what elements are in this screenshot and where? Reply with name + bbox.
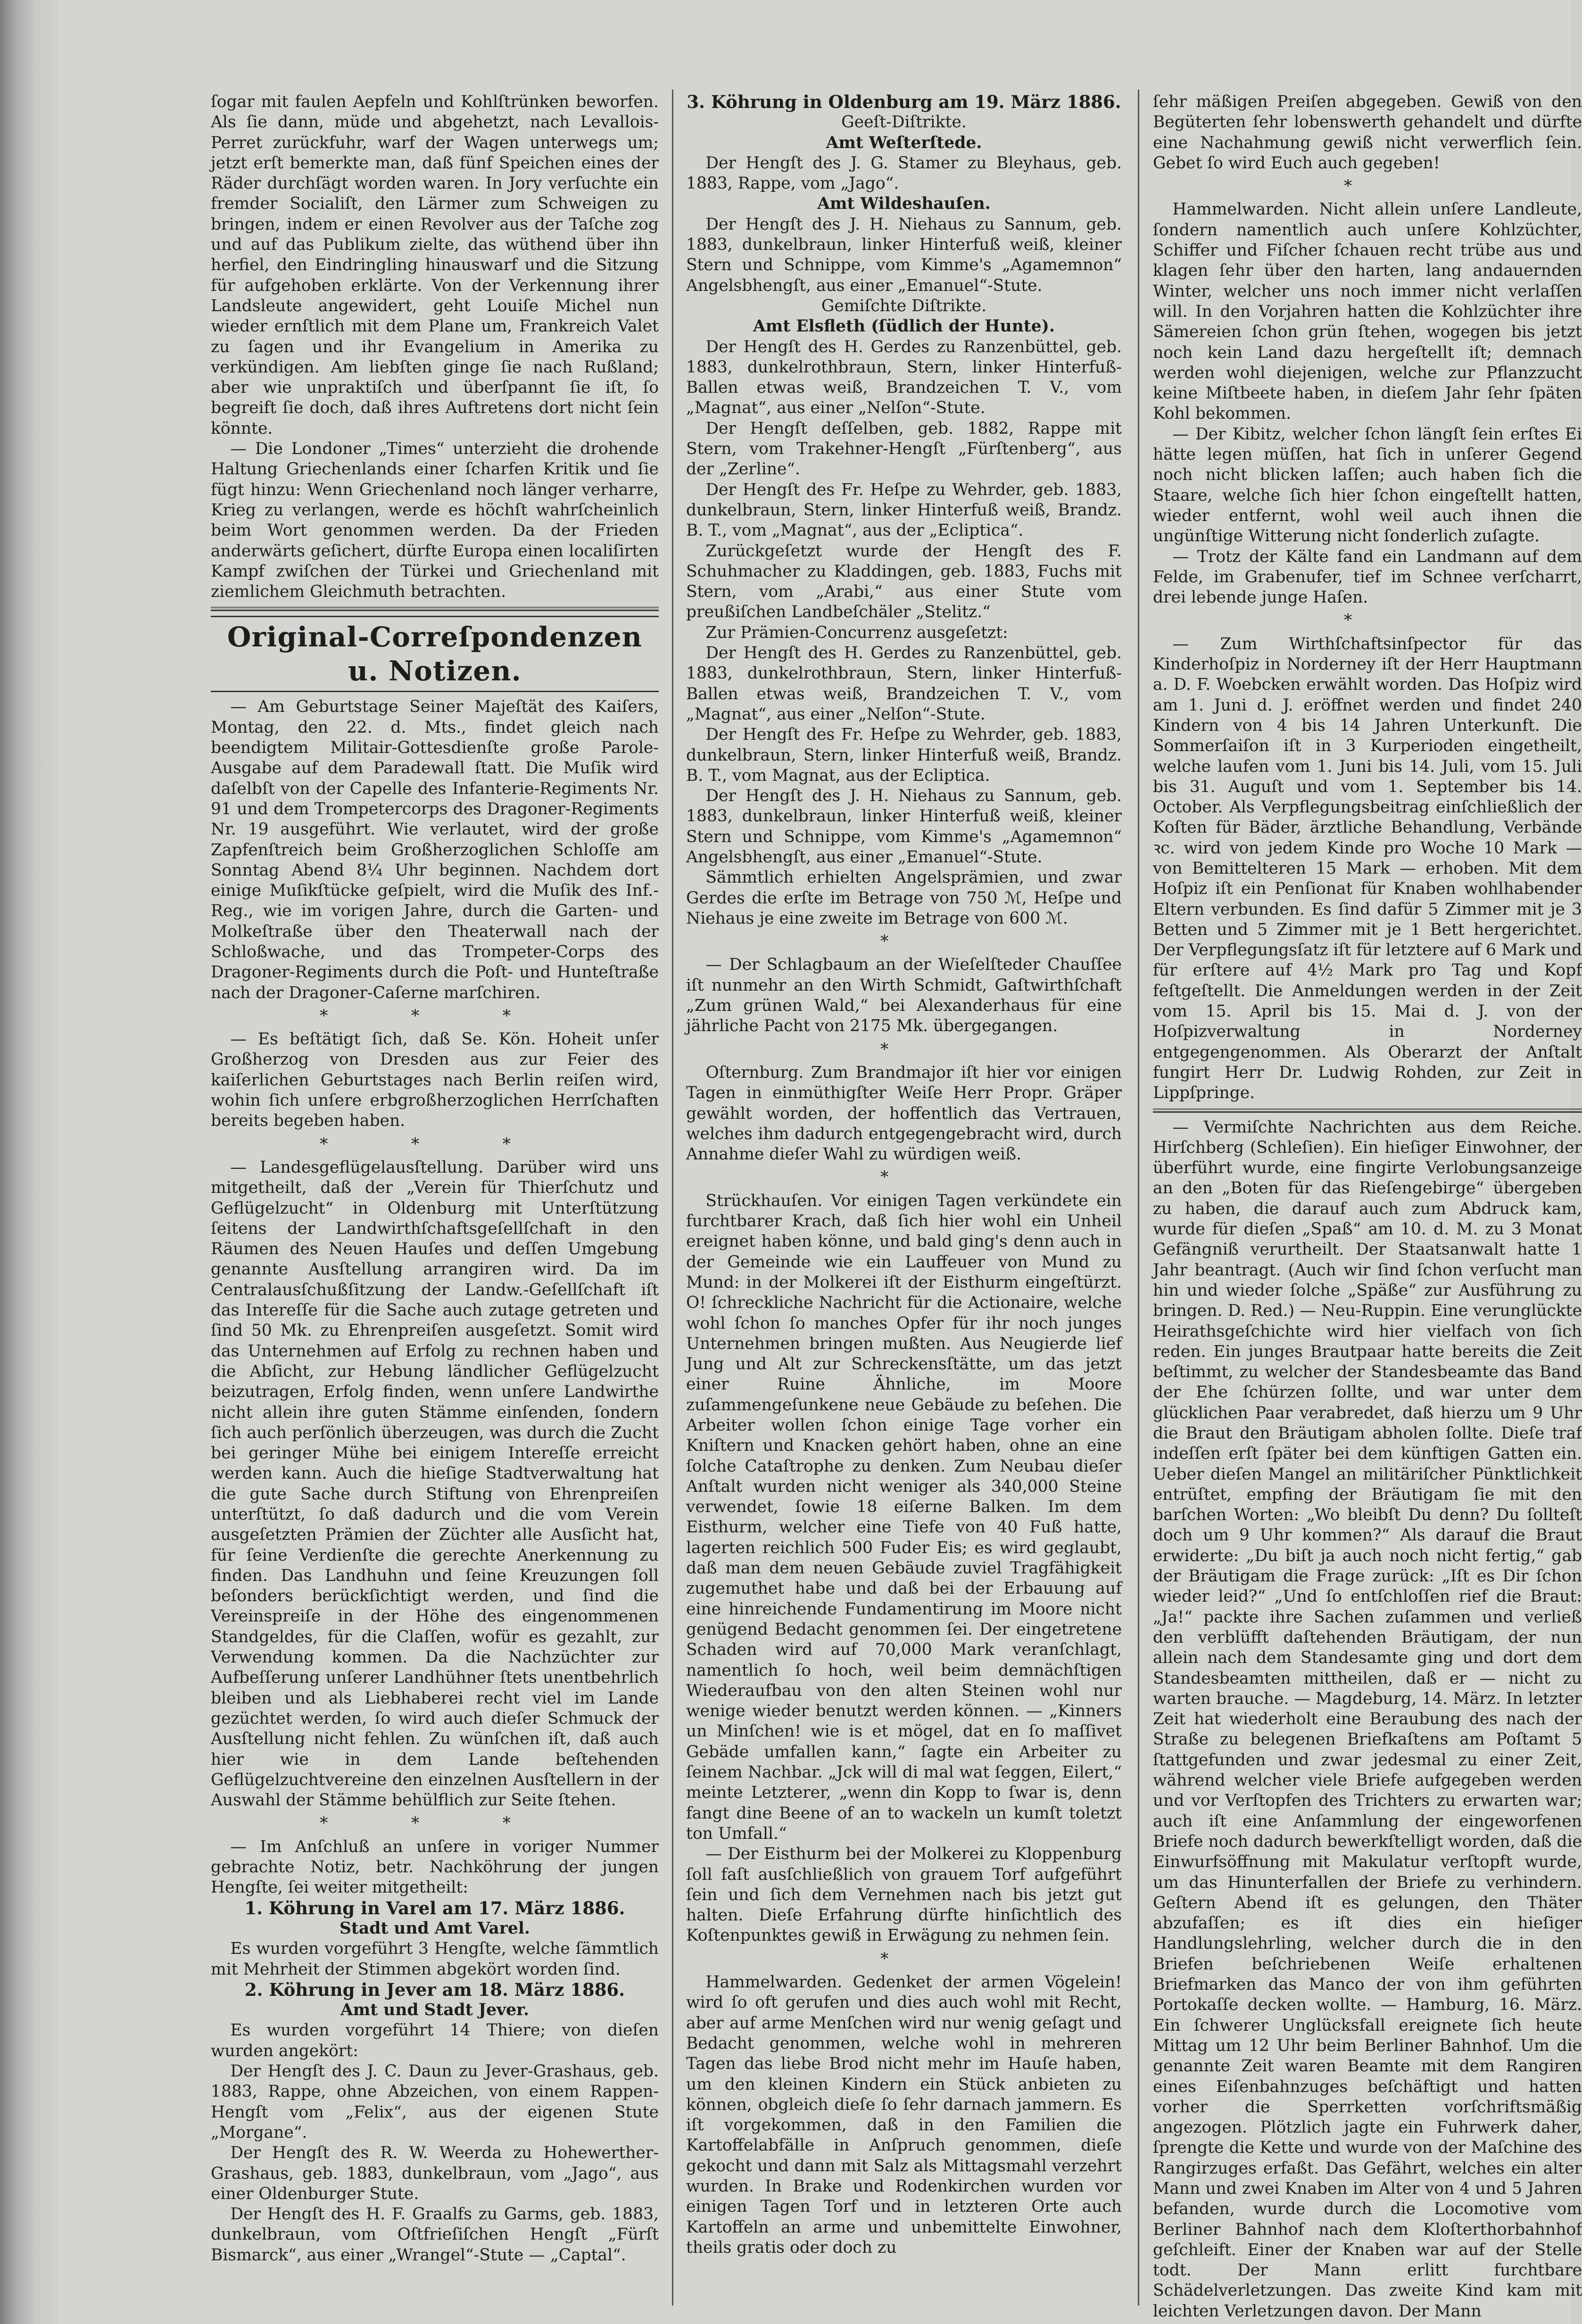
paragraph: Der Hengſt des H. F. Graalfs zu Garms, geb. 1883, dunkelbraun, vom Oſtfrieſiſchen Hengſt „Fürſt Bismarck“, aus einer „Wrangel“-Stute — „Captal“. [211, 2205, 659, 2265]
paragraph: Hammelwarden. Gedenket der armen Vögelein! wird ſo oft gerufen und dies auch wohl mit Recht, aber auf arme Menſchen wird nur wenig geſagt und Bedacht genommen, welche wohl in mehreren Tagen das liebe Brod nicht mehr im Hauſe haben, um den kleinen Kindern ein Stück anbieten zu können, obgleich dieſe ſo ſehr darnach jammern. Es iſt vorgekommen, daß in den Familien die Kartoffelabfälle in Anſpruch genommen, dieſe gekocht und dann mit Salz als Mittagsmahl verzehrt wurden. In Brake und Rodenkirchen wurden vor einigen Tagen Torf und in letzteren Orte auch Kartoffeln an arme und unbemittelte Einwohner, theils gratis oder doch zu [686, 1973, 1122, 2257]
section-heading: 1. Köhrung in Varel am 17. März 1886. [244, 1897, 625, 1919]
subheading: Amt Elsfleth (ſüdlich der Hunte). [753, 317, 1055, 336]
paragraph: ſogar mit faulen Aepfeln und Kohlſtrünken beworfen. Als ſie dann, müde und abgehetzt, nach Levallois-Perret zurückfuhr, warf der Wagen unterwegs um; jetzt erſt bemerkte man, daß fünf Speichen eines der Räder durchſägt worden waren. In Jory verſuchte ein fremder Socialiſt, den Lärmer zum Schweigen zu bringen, indem er einen Revolver aus der Taſche zog und auf das Publikum zielte, das wüthend über ihn herfiel, den Eindringling hinauswarf und die Sitzung für aufgehoben erklärte. Von der Verkennung ihrer Landsleute angewidert, geht Louiſe Michel nun wieder ernſtlich mit dem Plane um, Frankreich Valet zu ſagen und ihr Evangelium in Amerika zu verkündigen. Am liebſten ginge ſie nach Rußland; aber wie unpraktiſch und überſpannt ſie iſt, ſo begreift ſie doch, daß ihres Auftretens dort nicht ſein könnte. [211, 92, 659, 438]
column-middle [686, 92, 1122, 2308]
separator-stars: * * * [320, 1006, 550, 1026]
paragraph: Hammelwarden. Nicht allein unſere Landleute, ſondern namentlich auch unſere Kohlzüchter, Schiffer und Fiſcher ſchauen recht trübe aus und klagen ſehr über den harten, lang andauernden Winter, welcher uns noch immer nicht verlaſſen will. In den Vorjahren hatten die Kohlzüchter ihre Sämereien ſchon grün ſtehen, wogegen bis jetzt noch kein Land dazu hergeſtellt iſt; demnach werden wohl diejenigen, welche zur Pflanzzucht keine Miſtbeete haben, in dieſem Jahr ſehr ſpäten Kohl bekommen. [1153, 200, 1582, 423]
paragraph: Strückhauſen. Vor einigen Tagen verkündete ein furchtbarer Krach, daß ſich hier wohl ein Unheil ereignet haben könne, und bald ging's denn auch in der Gemeinde wie ein Lauffeuer von Mund zu Mund: in der Molkerei iſt der Eisthurm eingeſtürzt. O! ſchreckliche Nachricht für die Actionaire, welche wohl ſchon ſo manches Opfer für ihr noch junges Unternehmen bringen mußten. Aus Neugierde lief Jung und Alt zur Schreckensſtätte, um das jetzt einer Ruine Ähnliche, im Moore zuſammengeſunkene neue Gebäude zu beſehen. Die Arbeiter wollen ſchon einige Tage vorher ein Kniſtern und Knacken gehört haben, ohne an eine ſolche Cataſtrophe zu denken. Zum Neubau dieſer Anſtalt wurden nicht weniger als 340,000 Steine verwendet, ſowie 18 eiſerne Balken. Im dem Eisthurm, welcher eine Tiefe von 40 Fuß hatte, lagerten reichlich 500 Fuder Eis; es wird geglaubt, daß man dem neuen Gebäude zuviel Tragfähigkeit zugemuthet habe und daß bei der Erbauung auf eine hinreichende Fundamentirung im Moore nicht genügend Bedacht genommen ſei. Der eingetretene Schaden wird auf 70,000 Mark veranſchlagt, namentlich ſo hoch, weil beim demnächſtigen Wiederaufbau von den alten Steinen wohl nur wenige wieder benutzt werden können. — „Kinners un Minſchen! wie is et mögel, dat en ſo maſſivet Gebäde umfallen kann,“ ſagte ein Arbeiter zu ſeinem Nachbar. „Jck will di mal wat ſeggen, Eilert,“ meinte Letzterer, „wenn din Kopp to ſwar is, denn fangt dine Beene of an to wackeln un kumſt toletzt ton Umfall.“ [686, 1191, 1122, 1843]
column-right [1153, 92, 1582, 2321]
paragraph: Oſternburg. Zum Brandmajor iſt hier vor einigen Tagen in einmüthigſter Weiſe Herr Propr. Gräper gewählt worden, der hoffentlich das Vertrauen, welches ihm dadurch entgegengebracht wird, durch Annahme dieſer Wahl zu würdigen weiß. [686, 1063, 1122, 1164]
section-rule [1153, 1108, 1582, 1113]
subheading: Amt Weſterſtede. [826, 133, 982, 152]
paragraph: Es wurden vorgeführt 3 Hengſte, welche ſämmtlich mit Mehrheit der Stimmen abgekört worden ſind. [211, 1939, 659, 1979]
section-heading: 2. Köhrung in Jever am 18. März 1886. [244, 1979, 625, 2000]
newspaper-page [59, 0, 1582, 2324]
paragraph: — Der Eisthurm bei der Molkerei zu Kloppenburg ſoll faſt ausſchließlich von grauem Torf aufgeführt ſein und ſich dem Vernehmen nach bis jetzt gut halten. Dieſe Erfahrung dürfte hinſichtlich des Koſtenpunktes gewiß in Erwägung zu nehmen ſein. [686, 1844, 1122, 1945]
paragraph: Zurückgeſetzt wurde der Hengſt des F. Schuhmacher zu Kladdingen, geb. 1883, Fuchs mit Stern, vom „Arabi,“ aus einer Stute vom preußiſchen Landbeſchäler „Stelitz.“ [686, 541, 1122, 622]
paragraph: — Die Londoner „Times“ unterzieht die drohende Haltung Griechenlands einer ſcharfen Kritik und ſie fügt hinzu: Wenn Griechenland noch länger verharre, Krieg zu verlangen, werde es höchſt wahrſcheinlich beim Wort genommen werden. Da der Frieden anderwärts geſichert, dürfte Europa einen localiſirten Kampf zwiſchen der Türkei und Griechenland mit ziemlichem Gleichmuth betrachten. [211, 439, 659, 602]
paragraph: Sämmtlich erhielten Angelsprämien, und zwar Gerdes die erſte im Betrage von 750 ℳ, Heſpe und Niehaus je eine zweite im Betrage von 600 ℳ. [686, 868, 1122, 928]
paragraph: — Trotz der Kälte fand ein Landmann auf dem Felde, im Grabenufer, tief im Schnee verſcharrt, drei lebende junge Haſen. [1153, 547, 1582, 607]
paragraph: ſehr mäßigen Preiſen abgegeben. Gewiß von den Begüterten ſehr lobenswerth gehandelt und dürfte eine Nachahmung gewiß nicht verwerflich ſein. Gebet ſo wird Euch auch gegeben! [1153, 92, 1582, 173]
paragraph: Der Hengſt des R. W. Weerda zu Hohewerther-Grashaus, geb. 1883, dunkelbraun, vom „Jago“, aus einer Oldenburger Stute. [211, 2143, 659, 2203]
paragraph: Der Hengſt deſſelben, geb. 1882, Rappe mit Stern, vom Trakehner-Hengſt „Fürſtenberg“, aus der „Zerline“. [686, 419, 1122, 479]
paragraph: — Zum Wirthſchaftsinſpector für das Kinderhoſpiz in Norderney iſt der Herr Hauptmann a. D. F. Woebcken erwählt worden. Das Hoſpiz wird am 1. Juni d. J. eröffnet werden und findet 240 Kindern von 4 bis 14 Jahren Unterkunft. Die Sommerſaiſon iſt in 3 Kurperioden eingetheilt, welche laufen vom 1. Juni bis 14. Juli, vom 15. Juli bis 31. Auguſt und vom 1. September bis 14. October. Als Verpflegungsbeitrag einſchließlich der Koſten für Bäder, ärztliche Behandlung, Verbände ꝛc. wird von jedem Kinde pro Woche 10 Mark — von Bemittelteren 15 Mark — erhoben. Mit dem Hoſpiz iſt ein Penſionat für Knaben wohlhabender Eltern verbunden. Es ſind dafür 5 Zimmer mit je 3 Betten und 5 Zimmer mit je 1 Bett hergerichtet. Der Verpflegungsſatz iſt für letztere auf 6 Mark und für erſtere auf 4½ Mark pro Tag und Kopf feſtgeſtellt. Die Anmeldungen werden in der Zeit vom 15. April bis 15. Mai d. J. von der Hoſpizverwaltung in Norderney entgegengenommen. Als Oberarzt der Anſtalt fungirt Herr Dr. Ludwig Rohden, zur Zeit in Lippſpringe. [1153, 634, 1582, 1103]
paragraph: Der Hengſt des Fr. Heſpe zu Wehrder, geb. 1883, dunkelbraun, Stern, linker Hinterfuß weiß, Brandz. B. T., vom „Magnat“, aus der „Ecliptica“. [686, 480, 1122, 540]
subheading: Stadt und Amt Varel. [340, 1919, 530, 1938]
subheading: Amt Wildeshauſen. [817, 194, 991, 214]
paragraph: — Der Schlagbaum an der Wieſelſteder Chauſſee iſt nunmehr an den Wirth Schmidt, Gaſtwirthſchaft „Zum grünen Wald,“ bei Alexanderhaus für eine jährliche Pacht von 2175 Mk. übergegangen. [686, 955, 1122, 1036]
paragraph: Der Hengſt des J. H. Niehaus zu Sannum, geb. 1883, dunkelbraun, linker Hinterfuß weiß, kleiner Stern und Schnippe, vom Kimme's „Agamemnon“ Angelsbhengſt, aus einer „Emanuel“-Stute. [686, 786, 1122, 867]
section-rule [211, 607, 659, 611]
district-label: Gemiſchte Diſtrikte. [821, 296, 987, 315]
separator-stars: * [1343, 177, 1391, 196]
paragraph: — Am Geburtstage Seiner Majeſtät des Kaiſers, Montag, den 22. d. Mts., findet gleich nach beendigtem Militair-Gottesdienſte große Parole-Ausgabe auf dem Paradewall ſtatt. Die Muſik wird daſelbſt von der Capelle des Infanterie-Regiments Nr. 91 und dem Trompetercorps des Dragoner-Regiments Nr. 19 ausgeführt. Wie verlautet, wird der große Zapfenſtreich beim Großherzoglichen Schloſſe am Sonntag Abend 8¼ Uhr beginnen. Nachdem dort einige Muſikſtücke geſpielt, wird die Muſik des Inf.-Reg., wie im vorigen Jahre, durch die Garten- und Molkeſtraße über den Theaterwall nach der Schloßwache, und das Trompeter-Corps des Dragoner-Regiments durch die Poſt- und Hunteſtraße nach der Dragoner-Caſerne marſchiren. [211, 697, 659, 1002]
paragraph: — Landesgeflügelausſtellung. Darüber wird uns mitgetheilt, daß der „Verein für Thierſchutz und Geflügelzucht“ in Oldenburg mit Unterſtützung ſeitens der Landwirthſchaftsgeſellſchaft in den Räumen des Neuen Hauſes und deſſen Umgebung genannte Ausſtellung arrangiren wird. Da im Centralausſchußſitzung der Landw.-Geſellſchaft iſt das Intereſſe für die Sache auch zutage getreten und ſind 50 Mk. zu Ehrenpreiſen ausgeſetzt. Somit wird das Unternehmen auf Erfolg zu rechnen haben und die Abſicht, zur Hebung ländlicher Geflügelzucht beizutragen, Erfolg finden, wenn unſere Landwirthe nicht allein ihre guten Stämme einſenden, ſondern ſich auch perſönlich überzeugen, was durch die Zucht bei geringer Mühe bei einigem Intereſſe erreicht werden kann. Auch die hieſige Stadtverwaltung hat die gute Sache durch Stiftung von Ehrenpreiſen unterſtützt, ſo daß dadurch und die vom Verein ausgeſetzten Prämien der Züchter alle Ausſicht hat, für ſeine Verdienſte die gerechte Anerkennung zu finden. Das Landhuhn und ſeine Kreuzungen ſoll beſonders berückſichtigt werden, und ſind die Vereinspreiſe in der Höhe des eingenommenen Standgeldes, für die Claſſen, wofür es gezahlt, zur Verwendung kommen. Da die Nachzüchter zur Aufbeſſerung unſerer Landhühner ſtets unentbehrlich bleiben und als Liebhaberei recht viel im Lande gezüchtet werden, ſo wird auch dieſer Schmuck der Ausſtellung nicht fehlen. Zu wünſchen iſt, daß auch hier wie in dem Lande beſtehenden Geflügelzuchtvereine den einzelnen Ausſtellern in der Auswahl der Stämme behülflich zur Seite ſtehen. [211, 1158, 659, 1810]
paragraph: Der Hengſt des J. C. Daun zu Jever-Grashaus, geb. 1883, Rappe, ohne Abzeichen, von einem Rappen-Hengſt vom „Felix“, aus der eigenen Stute „Morgane“. [211, 2062, 659, 2142]
column-rule [1138, 90, 1139, 2306]
column-rule [672, 90, 673, 2306]
paragraph: — Es beſtätigt ſich, daß Se. Kön. Hoheit unſer Großherzog von Dresden aus zur Feier des kaiſerlichen Geburtstages nach Berlin reiſen wird, wohin ſich unſere erbgroßherzoglichen Herrſchaften bereits begeben haben. [211, 1030, 659, 1131]
separator-stars: * [1343, 611, 1391, 630]
paragraph: Zur Prämien-Concurrenz ausgeſetzt: [705, 623, 1008, 642]
separator-stars: * [880, 1949, 928, 1968]
separator-stars: * [880, 1040, 928, 1059]
paragraph: Der Hengſt des H. Gerdes zu Ranzenbüttel, geb. 1883, dunkelrothbraun, Stern, linker Hinterfuß-Ballen etwas weiß, Brandzeichen T. V., vom „Magnat“, aus einer „Nelſon“-Stute. [686, 337, 1122, 418]
paragraph: — Der Kibitz, welcher ſchon längſt ſein erſtes Ei hätte legen müſſen, hat ſich in unſerer Gegend noch nicht blicken laſſen; auch haben ſich die Staare, welche ſich hier ſchon eingeſtellt hatten, wieder entfernt, wohl weil auch ihnen die ungünſtige Witterung nicht ſonderlich zuſagte. [1153, 424, 1582, 546]
column-left [211, 92, 659, 2308]
subheading: Amt und Stadt Jever. [340, 2001, 530, 2020]
paragraph: Der Hengſt des H. Gerdes zu Ranzenbüttel, geb. 1883, dunkelrothbraun, Stern, linker Hinterfuß-Ballen etwas weiß, Brandzeichen T. V., vom „Magnat“, aus einer „Nelſon“-Stute. [686, 644, 1122, 724]
paragraph: Der Hengſt des Fr. Heſpe zu Wehrder, geb. 1883, dunkelbraun, Stern, linker Hinterfuß weiß, Brandz. B. T., vom Magnat, aus der Ecliptica. [686, 725, 1122, 785]
section-title: Original-Correſpondenzen u. Notizen. [211, 616, 659, 692]
separator-stars: * [880, 932, 928, 951]
separator-stars: * * * [320, 1134, 550, 1154]
section-heading: 3. Köhrung in Oldenburg am 19. März 1886. [687, 91, 1121, 112]
separator-stars: * [880, 1168, 928, 1187]
district-label: Geeſt-Diſtrikte. [841, 113, 967, 132]
book-binding-edge [0, 0, 59, 2324]
separator-stars: * * * [320, 1814, 550, 1833]
paragraph: — Vermiſchte Nachrichten aus dem Reiche. Hirſchberg (Schleſien). Ein hieſiger Einwohner, der überführt wurde, eine fingirte Verlobungsanzeige an den „Boten für das Rieſengebirge“ übergeben zu haben, die darauf auch zum Abdruck kam, wurde für dieſen „Spaß“ am 10. d. M. zu 3 Monat Gefängniß verurtheilt. Der Staatsanwalt hatte 1 Jahr beantragt. (Auch wir ſind ſchon verſucht man hin und wieder ſolche „Späße“ zur Ausführung zu bringen. D. Red.) — Neu-Ruppin. Eine verunglückte Heirathsgeſchichte wird hier vielfach von ſich reden. Ein junges Brautpaar hatte bereits die Zeit beſtimmt, zu welcher der Standesbeamte das Band der Ehe ſchürzen ſollte, und war unter dem glücklichen Paar verabredet, daß hierzu um 9 Uhr die Braut den Bräutigam abholen ſollte. Dieſe traf indeſſen erſt ſpäter bei dem künftigen Gatten ein. Ueber dieſen Mangel an militäriſcher Pünktlichkeit entrüſtet, empfing der Bräutigam ſie mit den barſchen Worten: „Wo bleibſt Du denn? Du ſollteſt doch um 9 Uhr kommen?“ Als darauf die Braut erwiderte: „Du biſt ja auch noch nicht fertig,“ gab der Bräutigam die Frage zurück: „Iſt es Dir ſchon wieder leid?“ „Und ſo entſchloſſen rief die Braut: „Ja!“ packte ihre Sachen zuſammen und verließ den verblüfft daſtehenden Bräutigam, der nun allein nach dem Standesamte ging und dort dem Standesbeamten mittheilen, daß er — nicht zu warten brauche. — Magdeburg, 14. März. In letzter Zeit hat wiederholt eine Beraubung des nach der Straße zu belegenen Briefkaſtens am Poſtamt 5 ſtattgefunden und zwar jedesmal zu einer Zeit, während welcher viele Briefe aufgegeben werden und vor Verſtopfen des Trichters zu erwarten war; auch iſt eine Anſammlung der eingeworfenen Briefe noch dadurch bewerkſtelligt worden, daß die Einwurfsöffnung mit Makulatur verſtopft wurde, um das Hinunterfallen der Briefe zu verhindern. Geſtern Abend iſt es gelungen, den Thäter abzufaſſen; es iſt dies ein hieſiger Handlungslehrling, welcher durch die in den Briefen beſchriebenen Weiſe erhaltenen Briefmarken das Manco der von ihm geführten Portokaſſe decken wollte. — Hamburg, 16. März. Ein ſchwerer Unglücksfall ereignete ſich heute Mittag um 12 Uhr beim Berliner Bahnhof. Um die genannte Zeit waren Beamte mit dem Rangiren eines Eiſenbahnzuges beſchäftigt und hatten vorher die Sperrketten vorſchriftsmäßig angezogen. Plötzlich jagte ein Fuhrwerk daher, ſprengte die Kette und wurde von der Maſchine des Rangirzuges erfaßt. Das Gefährt, welches ein alter Mann und zwei Knaben im Alter von 4 und 5 Jahren befanden, wurde durch die Locomotive vom Berliner Bahnhof nach dem Kloſterthorbahnhof geſchleift. Einer der Knaben war auf der Stelle todt. Der Mann erlitt furchtbare Schädelverletzungen. Das zweite Kind kam mit leichten Verletzungen davon. Der Mann [1153, 1117, 1582, 2321]
paragraph: — Im Anſchluß an unſere in voriger Nummer gebrachte Notiz, betr. Nachköhrung der jungen Hengſte, ſei weiter mitgetheilt: [211, 1837, 659, 1897]
paragraph: Der Hengſt des J. G. Stamer zu Bleyhaus, geb. 1883, Rappe, vom „Jago“. [686, 153, 1122, 193]
paragraph: Der Hengſt des J. H. Niehaus zu Sannum, geb. 1883, dunkelbraun, linker Hinterfuß weiß, kleiner Stern und Schnippe, vom Kimme's „Agamemnon“ Angelsbhengſt, aus einer „Emanuel“-Stute. [686, 215, 1122, 295]
paragraph: Es wurden vorgeführt 14 Thiere; von dieſen wurden angekört: [211, 2021, 659, 2060]
